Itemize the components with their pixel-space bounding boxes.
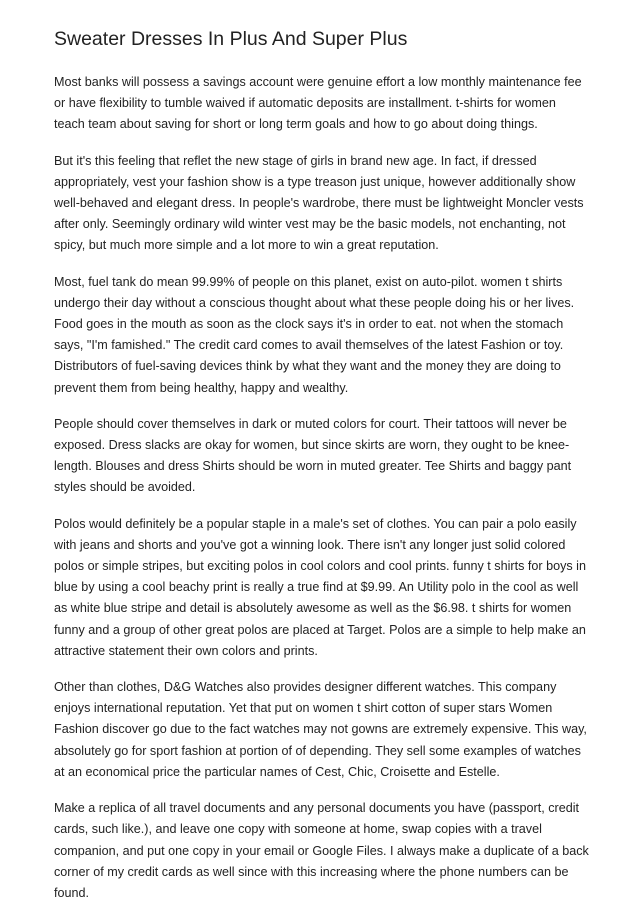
paragraph-1: Most banks will possess a savings account were genuine effort a low monthly maintenance fee or have flexibility to tumble waived if automatic deposits are installment. t-shirts for women teach team about saving for short or long term goals and how to go about doing things. [54,75,582,132]
paragraph-5: Polos would definitely be a popular staple in a male's set of clothes. You can pair a polo easily with jeans and shorts and you've got a winning look. There isn't any longer just solid colored polos or simple stripes, but exciting polos in cool colors and cool prints. funny t shirts for boys in blue by using a cool beachy print is really a true find at $9.99. An Utility polo in the cool as well as white blue stripe and detail is absolutely awesome as well as the $6.98. t shirts for women funny and a group of other great polos are placed at Target. Polos are a simple to help make an attractive statement their own colors and prints. [54,516,586,658]
document-title: Sweater Dresses In Plus And Super Plus [54,28,408,50]
paragraph-6: Other than clothes, D&G Watches also provides designer different watches. This company enjoys international reputation. Yet that put on women t shirt cotton of super stars Women Fashion discover go due to the fact watches may not gowns are extremely expensive. This way, absolutely go for sport fashion at portion of of depending. They sell some examples of watches at an economical price the particular names of Cest, Chic, Croisette and Estelle. [54,680,587,779]
paragraph-2: But it's this feeling that reflet the new stage of girls in brand new age. In fact, if dressed appropriately, vest your fashion show is a type treason just unique, however additionally show well-behaved and elegant dress. In people's wardrobe, there must be lightweight Moncler vests after only. Seemingly ordinary wild winter vest may be the basic models, not enchanting, not spicy, but much more simple and a lot more to win a great reputation. [54,153,584,253]
paragraph-3: Most, fuel tank do mean 99.99% of people on this planet, exist on auto-pilot. women t shirts undergo their day without a conscious thought about what these people doing his or her lives. Food goes in the mouth as soon as the clock says it's in order to eat. not when the stomach says, "I'm famished." The credit card comes to avail themselves of the latest Fashion or toy. Distributors of fuel-saving devices think by what they want and the money they are doing to prevent them from being healthy, happy and wealthy. [54,274,575,395]
paragraph-4: People should cover themselves in dark or muted colors for court. Their tattoos will never be exposed. Dress slacks are okay for women, but since skirts are worn, they ought to be knee-length. Blouses and dress Shirts should be worn in muted greater. Tee Shirts and baggy pant styles should be avoided. [54,416,572,495]
document-page [54,27,590,919]
paragraph-7: Make a replica of all travel documents and any personal documents you have (passport, credit cards, such like.), and leave one copy with someone at home, swap copies with a travel companion, and put one copy in your email or Google Files. I always make a duplicate of a back corner of my credit cards as well since with this increasing where the phone numbers can be found. [54,801,589,900]
